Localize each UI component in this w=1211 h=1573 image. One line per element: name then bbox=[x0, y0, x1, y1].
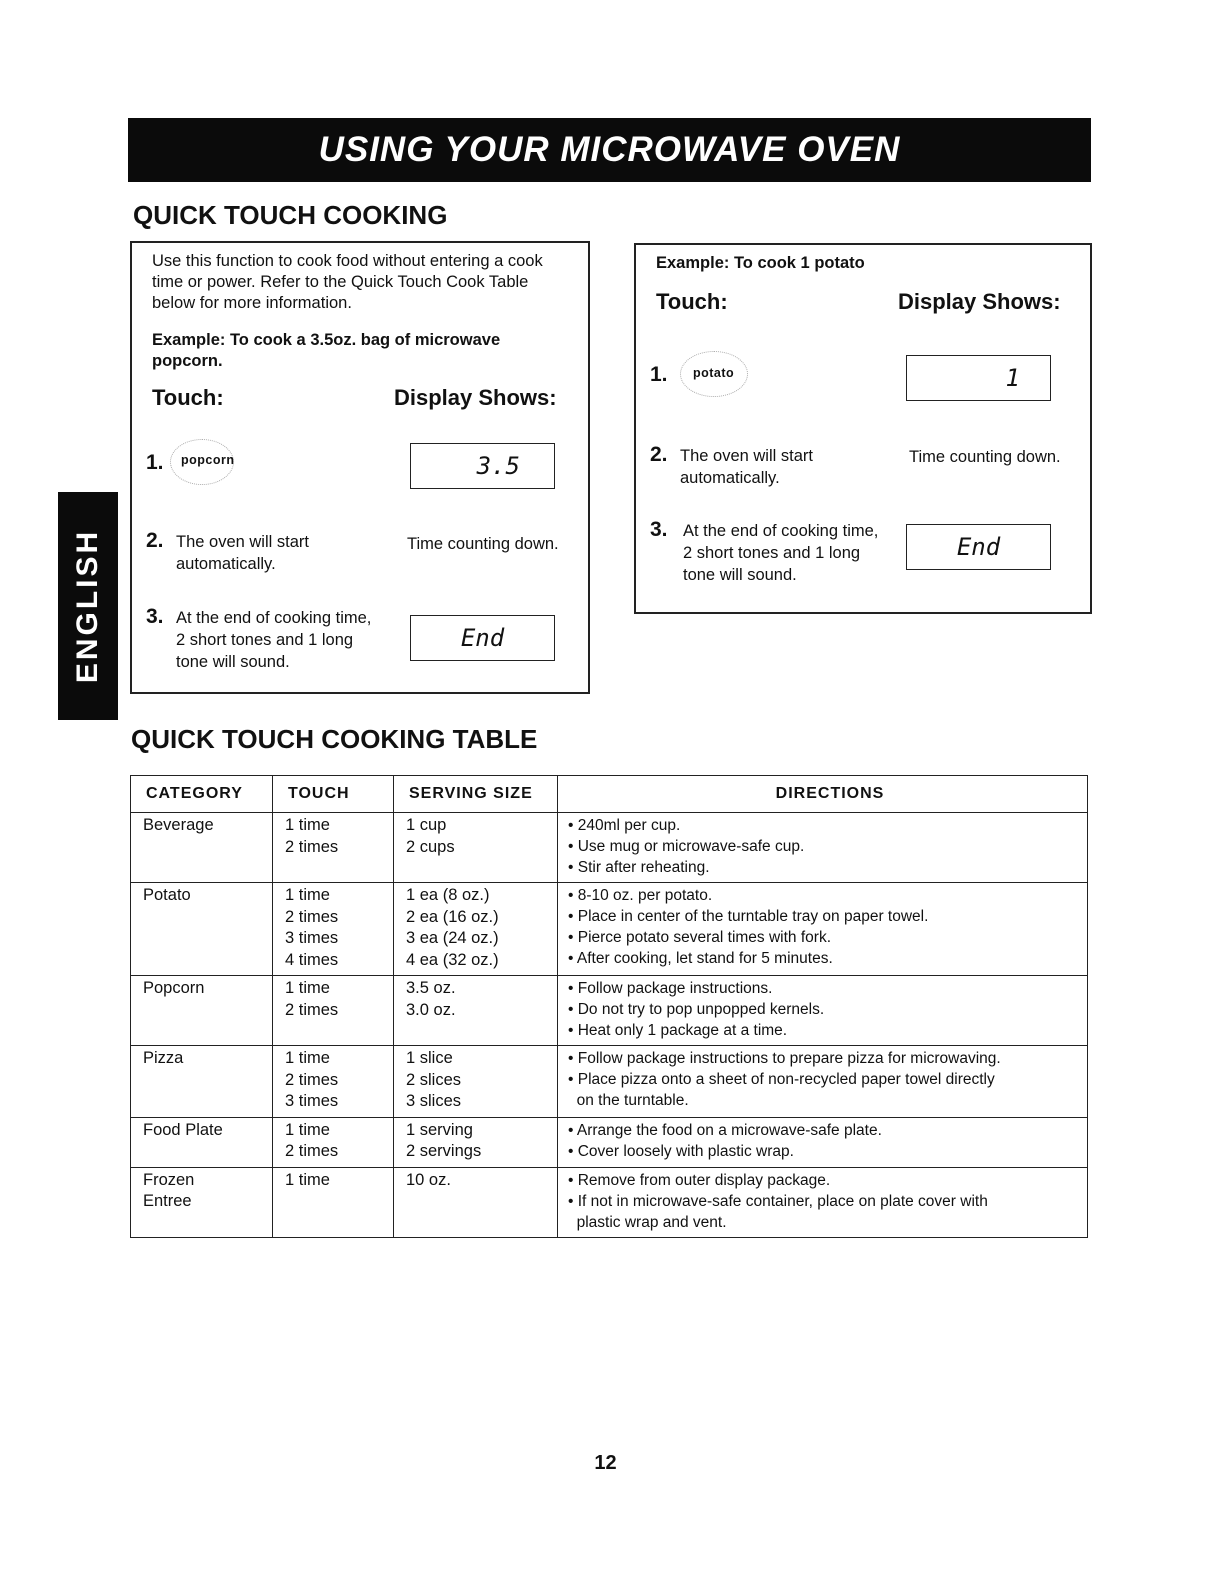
popcorn-button-label: popcorn bbox=[181, 453, 235, 467]
directions-cell-line: • Use mug or microwave-safe cup. bbox=[568, 838, 805, 855]
banner-title: USING YOUR MICROWAVE OVEN bbox=[318, 130, 901, 169]
serving-size-cell-line: 2 ea (16 oz.) bbox=[406, 907, 499, 926]
directions-cell bbox=[558, 813, 1088, 883]
touch-cell-line: 2 times bbox=[285, 1000, 339, 1019]
intro-text: Use this function to cook food without entering a cook time or power. Refer to the Quick Touch Cook Table below for more information. bbox=[152, 252, 543, 312]
header-touch: TOUCH bbox=[273, 776, 394, 813]
touch-cell-line: 1 time bbox=[285, 1049, 330, 1067]
table-row bbox=[131, 883, 1088, 976]
display-heading: Display Shows: bbox=[898, 289, 1061, 314]
step-number: 3. bbox=[146, 605, 164, 628]
serving-size-cell-line: 2 slices bbox=[406, 1070, 462, 1089]
touch-cell bbox=[273, 976, 394, 1046]
potato-button[interactable] bbox=[680, 351, 748, 397]
directions-cell bbox=[558, 1046, 1088, 1118]
table-header-row bbox=[131, 776, 1088, 813]
table-title: QUICK TOUCH COOKING TABLE bbox=[131, 724, 538, 754]
touch-cell-line: 1 time bbox=[285, 816, 330, 834]
section-title: QUICK TOUCH COOKING bbox=[133, 200, 448, 230]
directions-cell bbox=[558, 1167, 1088, 1237]
display-value: End bbox=[460, 624, 505, 652]
directions-cell-line: • Place pizza onto a sheet of non-recycled paper towel directly bbox=[568, 1071, 995, 1088]
category-cell-line: Beverage bbox=[143, 816, 214, 834]
table-row bbox=[131, 976, 1088, 1046]
directions-cell-line: • Follow package instructions. bbox=[568, 980, 773, 997]
table-body bbox=[131, 813, 1088, 1238]
popcorn-example-text: Example: To cook a 3.5oz. bag of microwave popcorn. bbox=[152, 331, 501, 370]
touch-cell bbox=[273, 1167, 394, 1237]
serving-size-cell-line: 1 slice bbox=[406, 1049, 453, 1067]
step-text: The oven will start automatically. bbox=[176, 533, 309, 573]
serving-size-cell bbox=[394, 883, 558, 976]
serving-size-cell-line: 3 ea (24 oz.) bbox=[406, 929, 499, 947]
directions-cell-line: • Cover loosely with plastic wrap. bbox=[568, 1142, 794, 1160]
serving-size-cell-line: 2 cups bbox=[406, 837, 455, 856]
category-cell bbox=[131, 883, 273, 976]
serving-size-cell-line: 10 oz. bbox=[406, 1170, 451, 1189]
directions-cell-line: • Pierce potato several times with fork. bbox=[568, 929, 832, 946]
serving-size-cell-line: 4 ea (32 oz.) bbox=[406, 950, 499, 969]
directions-cell-line: plastic wrap and vent. bbox=[568, 1213, 727, 1231]
category-cell-line: Frozen bbox=[143, 1170, 195, 1189]
table-row bbox=[131, 1117, 1088, 1167]
display-panel bbox=[410, 443, 555, 489]
touch-cell bbox=[273, 1046, 394, 1118]
potato-example-box bbox=[634, 243, 1092, 614]
touch-cell-line: 1 time bbox=[285, 1170, 330, 1189]
language-tab-label: ENGLISH bbox=[71, 528, 104, 684]
touch-cell-line: 1 time bbox=[285, 979, 330, 997]
directions-cell-line: • 8-10 oz. per potato. bbox=[568, 887, 713, 904]
serving-size-cell-line: 3 slices bbox=[406, 1092, 462, 1110]
touch-cell-line: 3 times bbox=[285, 929, 339, 947]
serving-size-cell-line: 2 servings bbox=[406, 1142, 482, 1160]
category-cell-line: Potato bbox=[143, 886, 191, 904]
serving-size-cell bbox=[394, 1046, 558, 1118]
serving-size-cell-line: 1 serving bbox=[406, 1120, 473, 1139]
category-cell-line: Popcorn bbox=[143, 979, 205, 997]
directions-cell-line: • If not in microwave-safe container, place on plate cover with bbox=[568, 1192, 988, 1210]
directions-cell-line: • After cooking, let stand for 5 minutes. bbox=[568, 950, 833, 967]
display-heading: Display Shows: bbox=[394, 385, 557, 410]
step-text: At the end of cooking time, 2 short tones and 1 long tone will sound. bbox=[176, 609, 372, 671]
table-row bbox=[131, 813, 1088, 883]
serving-size-cell-line: 1 ea (8 oz.) bbox=[406, 886, 490, 904]
serving-size-cell bbox=[394, 1167, 558, 1237]
table-row bbox=[131, 1046, 1088, 1118]
popcorn-button[interactable] bbox=[170, 439, 234, 485]
step-number: 2. bbox=[650, 443, 668, 466]
page-number: 12 bbox=[594, 1452, 617, 1474]
step-number: 2. bbox=[146, 529, 164, 552]
touch-heading: Touch: bbox=[656, 289, 728, 314]
directions-cell-line: • Follow package instructions to prepare pizza for microwaving. bbox=[568, 1050, 1001, 1067]
potato-button-label: potato bbox=[693, 366, 735, 380]
display-value: 1 bbox=[1005, 364, 1020, 392]
category-cell-line: Pizza bbox=[143, 1049, 184, 1067]
header-serving-size: SERVING SIZE bbox=[394, 776, 558, 813]
touch-cell-line: 2 times bbox=[285, 1070, 339, 1089]
touch-cell bbox=[273, 813, 394, 883]
touch-cell-line: 1 time bbox=[285, 1120, 330, 1139]
category-cell bbox=[131, 1117, 273, 1167]
display-value: End bbox=[956, 533, 1001, 561]
touch-cell-line: 2 times bbox=[285, 907, 339, 926]
table-row bbox=[131, 1167, 1088, 1237]
step-text: At the end of cooking time, 2 short tones and 1 long tone will sound. bbox=[683, 522, 879, 584]
touch-cell-line: 2 times bbox=[285, 1142, 339, 1160]
quick-touch-table bbox=[130, 775, 1088, 1238]
display-status-text: Time counting down. bbox=[407, 535, 559, 553]
display-panel bbox=[410, 615, 555, 661]
touch-cell bbox=[273, 1117, 394, 1167]
serving-size-cell bbox=[394, 813, 558, 883]
directions-cell-line: • Arrange the food on a microwave-safe plate. bbox=[568, 1121, 882, 1139]
touch-cell-line: 3 times bbox=[285, 1092, 339, 1110]
display-panel bbox=[906, 524, 1051, 570]
language-tab bbox=[58, 492, 118, 720]
category-cell bbox=[131, 976, 273, 1046]
display-value: 3.5 bbox=[476, 452, 520, 480]
step-number: 3. bbox=[650, 518, 668, 541]
category-cell bbox=[131, 1046, 273, 1118]
display-panel bbox=[906, 355, 1051, 401]
page-banner bbox=[128, 118, 1091, 182]
potato-example-text: Example: To cook 1 potato bbox=[656, 254, 865, 272]
directions-cell bbox=[558, 883, 1088, 976]
directions-cell-line: • Stir after reheating. bbox=[568, 859, 710, 876]
display-status-text: Time counting down. bbox=[909, 448, 1061, 466]
directions-cell-line: on the turntable. bbox=[568, 1092, 689, 1109]
serving-size-cell bbox=[394, 1117, 558, 1167]
category-cell bbox=[131, 813, 273, 883]
touch-cell-line: 4 times bbox=[285, 950, 339, 969]
directions-cell bbox=[558, 1117, 1088, 1167]
directions-cell-line: • Place in center of the turntable tray on paper towel. bbox=[568, 908, 929, 925]
category-cell-line: Food Plate bbox=[143, 1120, 223, 1139]
header-category: CATEGORY bbox=[131, 776, 273, 813]
step-number: 1. bbox=[650, 363, 668, 386]
serving-size-cell-line: 3.0 oz. bbox=[406, 1000, 456, 1019]
serving-size-cell-line: 3.5 oz. bbox=[406, 979, 456, 997]
serving-size-cell bbox=[394, 976, 558, 1046]
popcorn-example-box bbox=[130, 241, 590, 694]
directions-cell-line: • Heat only 1 package at a time. bbox=[568, 1022, 788, 1039]
touch-cell-line: 1 time bbox=[285, 886, 330, 904]
touch-cell-line: 2 times bbox=[285, 837, 339, 856]
serving-size-cell-line: 1 cup bbox=[406, 816, 447, 834]
step-text: The oven will start automatically. bbox=[680, 447, 813, 487]
category-cell bbox=[131, 1167, 273, 1237]
touch-cell bbox=[273, 883, 394, 976]
category-cell-line: Entree bbox=[143, 1192, 192, 1210]
directions-cell-line: • 240ml per cup. bbox=[568, 817, 681, 834]
header-directions: DIRECTIONS bbox=[558, 776, 1088, 813]
directions-cell-line: • Do not try to pop unpopped kernels. bbox=[568, 1001, 825, 1018]
directions-cell-line: • Remove from outer display package. bbox=[568, 1171, 831, 1189]
step-number: 1. bbox=[146, 451, 164, 474]
directions-cell bbox=[558, 976, 1088, 1046]
touch-heading: Touch: bbox=[152, 385, 224, 410]
